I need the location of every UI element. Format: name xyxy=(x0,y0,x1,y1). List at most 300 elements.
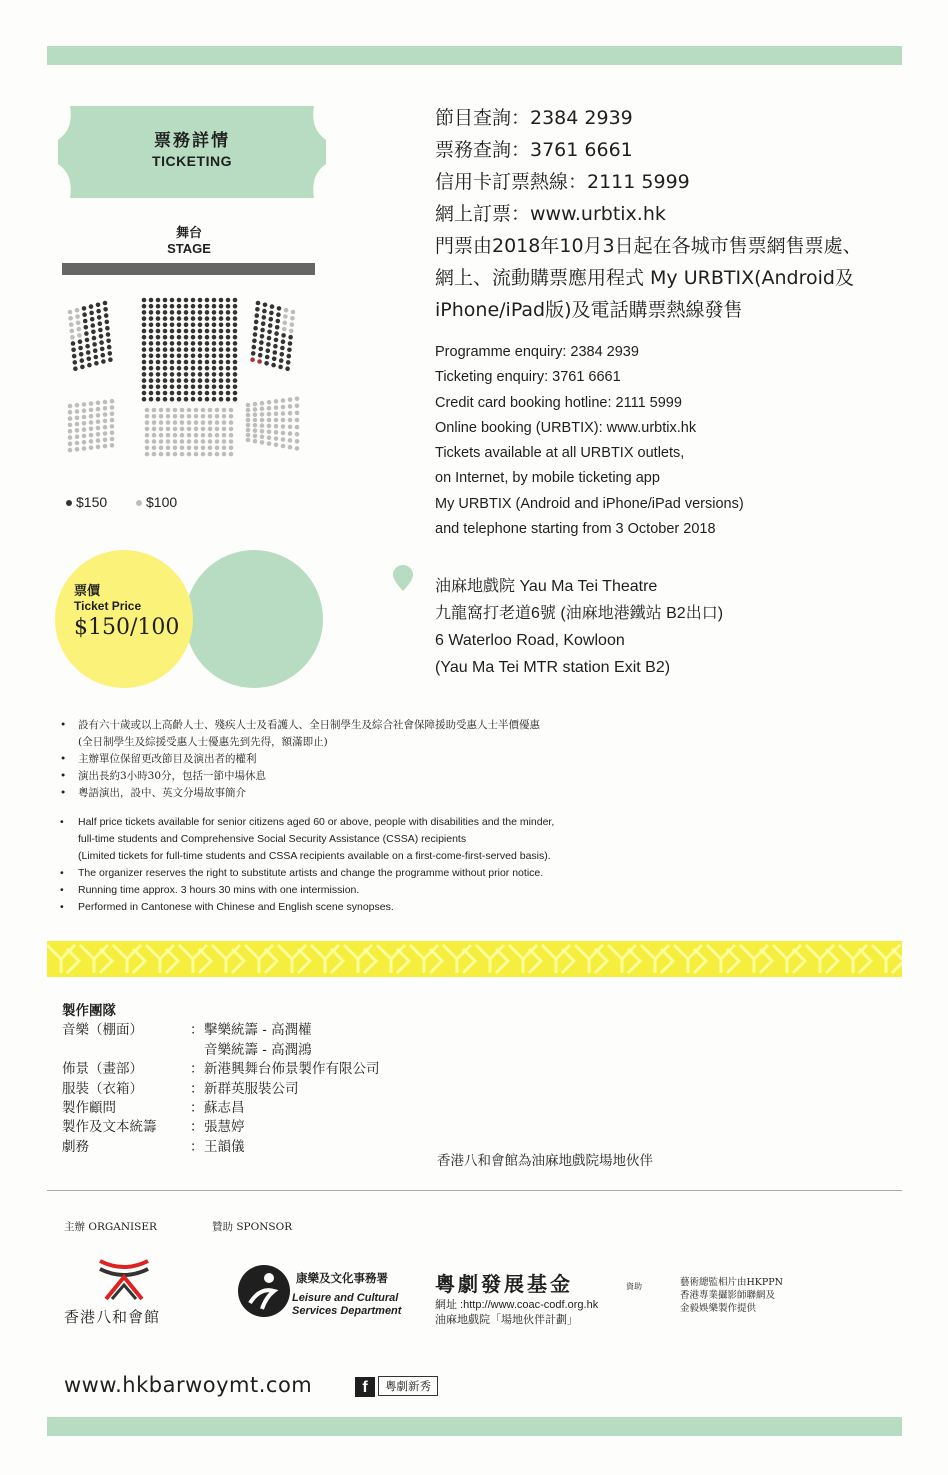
seat xyxy=(280,352,285,357)
seat xyxy=(93,348,98,353)
seat xyxy=(212,304,217,309)
seat xyxy=(75,428,80,433)
seat xyxy=(198,298,203,303)
seat xyxy=(201,433,206,438)
seat xyxy=(278,365,283,370)
seat xyxy=(89,414,94,419)
seat xyxy=(281,398,286,403)
seat xyxy=(281,333,286,338)
seat xyxy=(91,323,96,328)
seat xyxy=(184,304,189,309)
seat xyxy=(274,331,279,336)
seat xyxy=(184,298,189,303)
seat xyxy=(281,424,286,429)
seat xyxy=(159,427,164,432)
seat xyxy=(288,431,293,436)
seat xyxy=(295,418,300,423)
seat xyxy=(255,307,260,312)
seat xyxy=(288,445,293,450)
seat xyxy=(142,298,147,303)
pattern-glyph xyxy=(179,945,211,973)
seat xyxy=(208,452,213,457)
seat xyxy=(219,378,224,383)
seat xyxy=(145,439,150,444)
seat xyxy=(212,310,217,315)
seat xyxy=(291,310,296,315)
seat xyxy=(201,446,206,451)
venue-line: 九龍窩打老道6號 (油麻地港鐵站 B2出口) xyxy=(435,605,724,622)
seat xyxy=(170,298,175,303)
divider xyxy=(47,1190,902,1191)
seat xyxy=(70,329,75,334)
seat xyxy=(288,418,293,423)
seat xyxy=(156,360,161,365)
seat xyxy=(215,408,220,413)
seat xyxy=(273,344,278,349)
seat xyxy=(261,321,266,326)
seat xyxy=(142,354,147,359)
seat xyxy=(163,310,168,315)
seat xyxy=(275,325,280,330)
seat xyxy=(274,436,279,441)
seat xyxy=(68,416,73,421)
seat xyxy=(191,316,196,321)
seat xyxy=(180,408,185,413)
seat xyxy=(233,385,238,390)
seat xyxy=(229,420,234,425)
seat xyxy=(156,335,161,340)
seat xyxy=(177,298,182,303)
seat xyxy=(170,341,175,346)
seat xyxy=(71,348,76,353)
seat xyxy=(184,391,189,396)
seat xyxy=(82,440,87,445)
seat xyxy=(149,323,154,328)
seat xyxy=(281,431,286,436)
seat xyxy=(262,309,267,314)
seat xyxy=(229,439,234,444)
crew-row: 音樂（棚面） ： 擊樂統籌 - 高潤權 xyxy=(62,1022,312,1039)
seat xyxy=(212,360,217,365)
coac-sponsored-mark: 資助 xyxy=(626,1282,642,1291)
seat xyxy=(184,372,189,377)
seat xyxy=(222,433,227,438)
seat xyxy=(149,329,154,334)
seat xyxy=(177,323,182,328)
seat xyxy=(191,304,196,309)
seat xyxy=(205,323,210,328)
seat xyxy=(252,345,257,350)
seat xyxy=(156,329,161,334)
seat xyxy=(149,304,154,309)
sponsor-label: 贊助 SPONSOR xyxy=(212,1221,293,1233)
organiser-label: 主辦 ORGANISER xyxy=(64,1221,157,1233)
seat xyxy=(166,446,171,451)
seat xyxy=(287,354,292,359)
seat xyxy=(104,313,109,318)
seat xyxy=(173,427,178,432)
price-circle-green xyxy=(185,550,323,688)
seat xyxy=(226,372,231,377)
seat xyxy=(142,378,147,383)
seat xyxy=(288,411,293,416)
seat xyxy=(259,340,264,345)
seat xyxy=(253,326,258,331)
seat xyxy=(215,433,220,438)
seat xyxy=(80,365,85,370)
seat xyxy=(246,418,251,423)
seat xyxy=(180,446,185,451)
production-team xyxy=(62,1002,380,1157)
venue-line: 油麻地戲院 Yau Ma Tei Theatre xyxy=(435,578,658,595)
seat xyxy=(71,341,76,346)
note-en-item: full-time students and Comprehensive Social Security Assistance (CSSA) recipients xyxy=(78,833,467,845)
info-en-line: Tickets available at all URBTIX outlets, xyxy=(435,445,685,462)
seat xyxy=(198,335,203,340)
seat xyxy=(288,341,293,346)
seat xyxy=(283,321,288,326)
seat xyxy=(187,446,192,451)
seat xyxy=(163,304,168,309)
seat xyxy=(219,329,224,334)
seat xyxy=(142,397,147,402)
bottom-band xyxy=(47,1417,902,1436)
seat xyxy=(184,323,189,328)
seat xyxy=(233,347,238,352)
seat xyxy=(273,350,278,355)
seat xyxy=(142,347,147,352)
seat xyxy=(187,420,192,425)
seat xyxy=(191,366,196,371)
seat xyxy=(208,427,213,432)
seat xyxy=(295,404,300,409)
seat xyxy=(149,391,154,396)
seat xyxy=(191,372,196,377)
seat xyxy=(222,414,227,419)
seat xyxy=(110,418,115,423)
seat xyxy=(103,425,108,430)
seat xyxy=(208,446,213,451)
pattern-glyph xyxy=(806,945,838,973)
seat xyxy=(75,416,80,421)
seat xyxy=(295,439,300,444)
venue-partner-note: 香港八和會館為油麻地戲院場地伙伴 xyxy=(437,1153,653,1169)
seat xyxy=(212,323,217,328)
ticketing-title-en: TICKETING xyxy=(152,153,232,169)
seat xyxy=(173,433,178,438)
seat xyxy=(177,335,182,340)
seat xyxy=(177,391,182,396)
note-zh-item: • 主辦單位保留更改節目及演出者的權利 xyxy=(60,753,257,765)
seat xyxy=(163,316,168,321)
seat xyxy=(194,452,199,457)
seat xyxy=(108,357,113,362)
seat xyxy=(94,355,99,360)
seat xyxy=(152,427,157,432)
seat xyxy=(205,347,210,352)
seat xyxy=(208,408,213,413)
seat xyxy=(156,316,161,321)
seat xyxy=(103,431,108,436)
pattern-glyph xyxy=(377,945,409,973)
seat xyxy=(233,397,238,402)
seat xyxy=(266,348,271,353)
seat xyxy=(281,405,286,410)
seat xyxy=(159,439,164,444)
seat xyxy=(106,339,111,344)
seat xyxy=(286,360,291,365)
seat xyxy=(267,412,272,417)
seat xyxy=(219,335,224,340)
seat xyxy=(177,341,182,346)
seat xyxy=(198,366,203,371)
seat xyxy=(222,427,227,432)
seat xyxy=(110,430,115,435)
seat xyxy=(201,420,206,425)
seat xyxy=(212,347,217,352)
seat xyxy=(170,354,175,359)
seat xyxy=(184,366,189,371)
seat xyxy=(226,391,231,396)
crew-row: 劇務 ： 王韻儀 xyxy=(62,1138,245,1155)
seat xyxy=(156,378,161,383)
seat xyxy=(110,443,115,448)
note-en-item: • Running time approx. 3 hours 30 mins with one intermission. xyxy=(60,884,360,896)
seat xyxy=(96,426,101,431)
seat xyxy=(219,372,224,377)
seat xyxy=(96,419,101,424)
seat xyxy=(110,412,115,417)
pattern-glyph xyxy=(311,945,343,973)
seat xyxy=(177,360,182,365)
note-zh-item: • 設有六十歲或以上高齡人士、殘疾人士及看護人、全日制學生及綜合社會保障援助受惠人士半價優惠 xyxy=(60,719,540,731)
seat xyxy=(68,448,73,453)
seat xyxy=(201,427,206,432)
seat xyxy=(107,345,112,350)
seat xyxy=(89,427,94,432)
info-en-line: and telephone starting from 3 October 2018 xyxy=(435,521,716,538)
seat xyxy=(191,354,196,359)
seat xyxy=(191,378,196,383)
seat xyxy=(180,420,185,425)
seat xyxy=(163,397,168,402)
pattern-glyph xyxy=(707,945,739,973)
notes-zh xyxy=(60,717,540,802)
seat xyxy=(177,385,182,390)
lcsd-logo xyxy=(236,1263,292,1319)
seat xyxy=(271,363,276,368)
seat xyxy=(191,391,196,396)
seat xyxy=(267,435,272,440)
seat xyxy=(163,378,168,383)
seat xyxy=(156,366,161,371)
seat xyxy=(295,432,300,437)
decorative-yellow-band xyxy=(47,941,902,977)
price-value: $150/100 xyxy=(74,615,180,640)
seat xyxy=(87,363,92,368)
seating-plan xyxy=(58,292,328,487)
seat xyxy=(166,433,171,438)
seat xyxy=(250,357,255,362)
seat xyxy=(253,434,258,439)
seat xyxy=(253,418,258,423)
seat xyxy=(279,358,284,363)
seat xyxy=(262,315,267,320)
website-link[interactable]: www.hkbarwoymt.com xyxy=(64,1373,313,1397)
seat xyxy=(269,317,274,322)
seat xyxy=(226,310,231,315)
seat xyxy=(215,446,220,451)
seat xyxy=(92,342,97,347)
seat xyxy=(142,372,147,377)
seat xyxy=(89,408,94,413)
seat xyxy=(101,359,106,364)
seat xyxy=(274,418,279,423)
seat xyxy=(212,298,217,303)
seat xyxy=(96,303,101,308)
seat xyxy=(205,329,210,334)
seat xyxy=(212,372,217,377)
seat xyxy=(177,347,182,352)
seat xyxy=(260,429,265,434)
seat xyxy=(89,311,94,316)
seat xyxy=(89,420,94,425)
seat xyxy=(201,414,206,419)
seat xyxy=(246,428,251,433)
legend-label-150: $150 xyxy=(76,494,108,510)
seat xyxy=(226,323,231,328)
lcsd-name-zh: 康樂及文化事務署 xyxy=(296,1273,388,1285)
seat xyxy=(68,404,73,409)
seat xyxy=(149,397,154,402)
seat xyxy=(264,361,269,366)
seat xyxy=(103,438,108,443)
seat xyxy=(233,372,238,377)
seat xyxy=(91,330,96,335)
seat xyxy=(208,420,213,425)
note-zh-item: (全日制學生及綜援受惠人士優惠先到先得，額滿即止) xyxy=(78,736,328,748)
seat xyxy=(198,354,203,359)
seat xyxy=(198,385,203,390)
coac-plan: 油麻地戲院「場地伙伴計劃」 xyxy=(435,1313,578,1326)
seat xyxy=(82,421,87,426)
seat xyxy=(233,310,238,315)
seat xyxy=(191,323,196,328)
seat xyxy=(156,354,161,359)
seat xyxy=(156,391,161,396)
seat xyxy=(149,354,154,359)
seat xyxy=(163,360,168,365)
venue-line: (Yau Ma Tei MTR station Exit B2) xyxy=(435,659,671,676)
seat xyxy=(205,341,210,346)
seat xyxy=(198,360,203,365)
seat xyxy=(212,378,217,383)
seat xyxy=(267,330,272,335)
enquiry-info-en xyxy=(435,340,744,542)
seat xyxy=(205,385,210,390)
seat xyxy=(246,408,251,413)
seat xyxy=(96,413,101,418)
pattern-glyph xyxy=(740,945,772,973)
seat xyxy=(198,323,203,328)
seat xyxy=(110,424,115,429)
seat xyxy=(68,410,73,415)
crew-row: 音樂統籌 - 高潤鴻 xyxy=(204,1041,312,1058)
crew-row: 製作顧問 ： 蘇志昌 xyxy=(62,1100,245,1117)
seat xyxy=(288,397,293,402)
seat xyxy=(96,445,101,450)
seat xyxy=(177,329,182,334)
seat xyxy=(152,420,157,425)
stage-label-en: STAGE xyxy=(167,241,211,256)
seat xyxy=(191,385,196,390)
seat xyxy=(191,397,196,402)
seat xyxy=(212,391,217,396)
seat xyxy=(103,406,108,411)
seat xyxy=(233,341,238,346)
seat xyxy=(265,355,270,360)
organiser-name-zh: 香港八和會館 xyxy=(64,1308,161,1326)
seat xyxy=(152,439,157,444)
seat xyxy=(226,366,231,371)
seat xyxy=(159,452,164,457)
seat xyxy=(246,423,251,428)
seat xyxy=(170,335,175,340)
seat xyxy=(166,414,171,419)
seat xyxy=(75,409,80,414)
seat xyxy=(259,347,264,352)
seat xyxy=(82,408,87,413)
pattern-glyph xyxy=(509,945,541,973)
seat xyxy=(226,316,231,321)
seat xyxy=(260,418,265,423)
venue-line: 6 Waterloo Road, Kowloon xyxy=(435,632,625,649)
seat xyxy=(184,397,189,402)
seat xyxy=(142,391,147,396)
seat xyxy=(257,359,262,364)
seat xyxy=(78,339,83,344)
seat xyxy=(145,414,150,419)
seat xyxy=(226,347,231,352)
stage-bar xyxy=(62,263,315,275)
seat xyxy=(184,341,189,346)
seat xyxy=(270,304,275,309)
seat xyxy=(73,366,78,371)
seat xyxy=(77,333,82,338)
facebook-page-label[interactable]: 粵劇新秀 xyxy=(378,1376,438,1396)
seat xyxy=(156,385,161,390)
seat xyxy=(219,347,224,352)
seat xyxy=(163,335,168,340)
seat xyxy=(177,397,182,402)
pattern-glyph xyxy=(146,945,178,973)
seat xyxy=(191,298,196,303)
legend-150 xyxy=(66,494,107,510)
seat xyxy=(208,439,213,444)
seat xyxy=(253,412,258,417)
seat xyxy=(103,419,108,424)
seat xyxy=(205,378,210,383)
seat xyxy=(187,433,192,438)
seat xyxy=(191,329,196,334)
facebook-icon[interactable]: f xyxy=(355,1377,375,1397)
seat xyxy=(260,328,265,333)
ticket-price xyxy=(74,580,194,640)
seat xyxy=(281,444,286,449)
seat xyxy=(75,441,80,446)
pattern-glyph xyxy=(641,945,673,973)
seat xyxy=(276,319,281,324)
